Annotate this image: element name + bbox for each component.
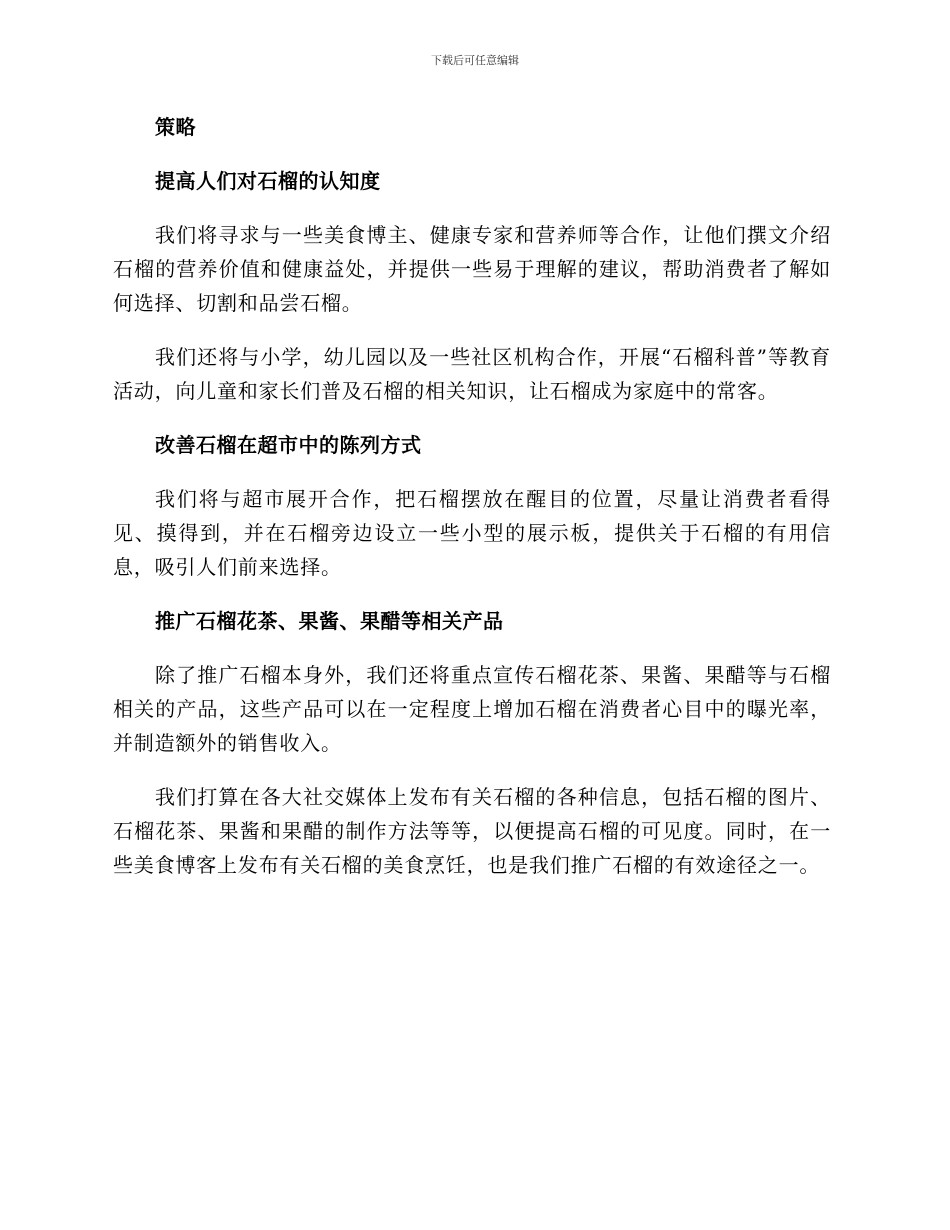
paragraph-education-activities: 我们还将与小学，幼儿园以及一些社区机构合作，开展“石榴科普”等教育活动，向儿童和家长们普及石榴的相关知识，让石榴成为家庭中的常客。 xyxy=(113,345,831,403)
section-heading-display: 改善石榴在超市中的陈列方式 xyxy=(155,433,422,457)
page-header: 下载后可任意编辑 xyxy=(431,54,519,67)
paragraph-expert-cooperation: 我们将寻求与一些美食博主、健康专家和营养师等合作，让他们撰文介绍石榴的营养价值和健康益处，并提供一些易于理解的建议，帮助消费者了解如何选择、切割和品尝石榴。 xyxy=(113,223,831,315)
section-heading-awareness: 提高人们对石榴的认知度 xyxy=(155,169,381,193)
document-body xyxy=(113,110,831,902)
section-heading-products: 推广石榴花茶、果酱、果醋等相关产品 xyxy=(155,609,504,633)
paragraph-social-media: 我们打算在各大社交媒体上发布有关石榴的各种信息，包括石榴的图片、石榴花茶、果酱和果醋的制作方法等等，以便提高石榴的可见度。同时，在一些美食博客上发布有关石榴的美食烹饪，也是我们推广石榴的有效途径之一。 xyxy=(113,785,831,877)
section-heading-strategy: 策略 xyxy=(155,115,196,139)
paragraph-related-products: 除了推广石榴本身外，我们还将重点宣传石榴花茶、果酱、果醋等与石榴相关的产品，这些产品可以在一定程度上增加石榴在消费者心目中的曝光率，并制造额外的销售收入。 xyxy=(113,663,831,755)
paragraph-supermarket-cooperation: 我们将与超市展开合作，把石榴摆放在醒目的位置，尽量让消费者看得见、摸得到，并在石榴旁边设立一些小型的展示板，提供关于石榴的有用信息，吸引人们前来选择。 xyxy=(113,487,831,579)
